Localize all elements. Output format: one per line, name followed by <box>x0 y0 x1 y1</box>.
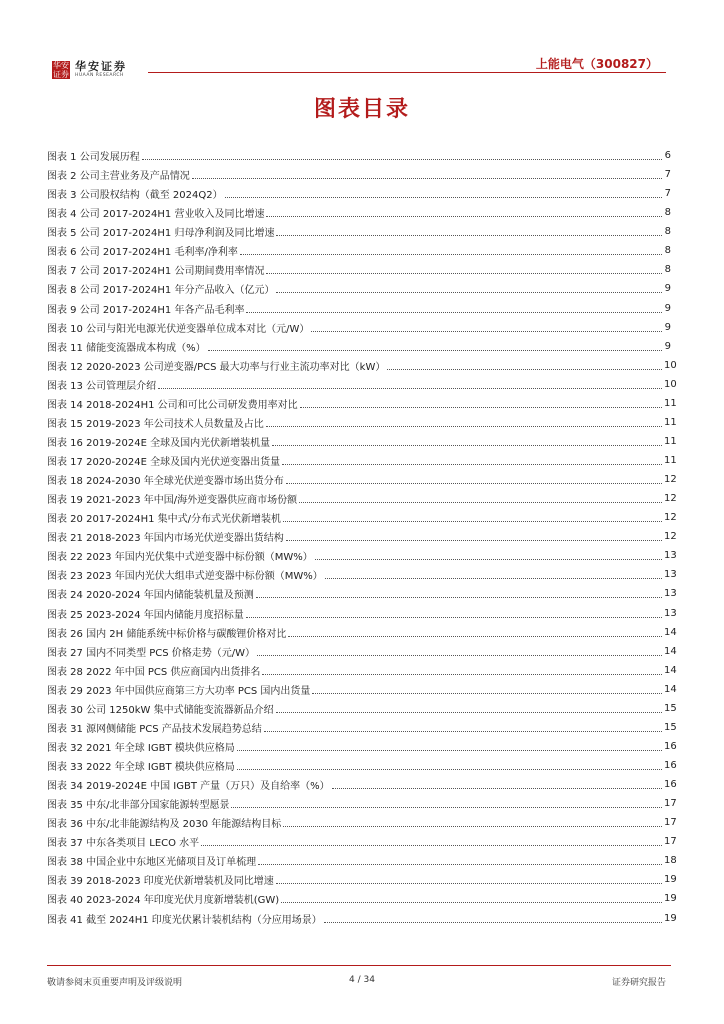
toc-entry-label[interactable]: 图表 9 公司 2017-2024H1 年各产品毛利率 <box>47 304 245 316</box>
toc-leader-dots <box>332 788 662 789</box>
toc-entry-label[interactable]: 图表 23 2023 年国内光伏大组串式逆变器中标份额（MW%） <box>47 571 323 583</box>
toc-leader-dots <box>276 712 662 713</box>
toc-entry-label[interactable]: 图表 10 公司与阳光电源光伏逆变器单位成本对比（元/W） <box>47 323 310 335</box>
toc-leader-dots <box>237 769 662 770</box>
toc-entry[interactable] <box>47 432 677 451</box>
toc-entry-page[interactable]: 11 <box>664 416 677 428</box>
toc-entry[interactable] <box>47 184 671 203</box>
footer-disclaimer: 敬请参阅末页重要声明及评级说明 <box>47 978 183 988</box>
toc-entry-label[interactable]: 图表 32 2021 年全球 IGBT 模块供应格局 <box>47 742 235 754</box>
logo-text <box>75 61 127 79</box>
toc-entry[interactable] <box>47 318 671 337</box>
toc-entry[interactable] <box>47 737 677 756</box>
toc-entry-label[interactable]: 图表 28 2022 年中国 PCS 供应商国内出货排名 <box>47 666 261 678</box>
toc-entry-page[interactable]: 15 <box>664 702 677 714</box>
toc-leader-dots <box>272 445 662 446</box>
toc-entry-page[interactable]: 8 <box>664 245 671 257</box>
toc-entry-label[interactable]: 图表 6 公司 2017-2024H1 毛利率/净利率 <box>47 247 238 259</box>
toc-entry-label[interactable]: 图表 8 公司 2017-2024H1 年分产品收入（亿元） <box>47 285 275 297</box>
toc-entry-page[interactable]: 9 <box>664 321 671 333</box>
toc-entry-label[interactable]: 图表 29 2023 年中国供应商第三方大功率 PCS 国内出货量 <box>47 685 311 697</box>
toc-entry-label[interactable]: 图表 16 2019-2024E 全球及国内光伏新增装机量 <box>47 437 271 449</box>
toc-entry-page[interactable]: 8 <box>664 207 671 219</box>
toc-entry-label[interactable]: 图表 11 储能变流器成本构成（%） <box>47 342 206 354</box>
toc-entry-label[interactable]: 图表 4 公司 2017-2024H1 营业收入及同比增速 <box>47 209 265 221</box>
toc-entry-page[interactable]: 13 <box>664 569 677 581</box>
toc-entry[interactable] <box>47 604 677 623</box>
toc-entry-page[interactable]: 12 <box>664 474 677 486</box>
toc-leader-dots <box>311 331 662 332</box>
toc-leader-dots <box>299 502 662 503</box>
toc-entry-label[interactable]: 图表 20 2017-2024H1 集中式/分布式光伏新增装机 <box>47 514 282 526</box>
toc-entry-page[interactable]: 17 <box>664 836 677 848</box>
toc-entry[interactable] <box>47 470 677 489</box>
toc-leader-dots <box>262 674 662 675</box>
toc-entry[interactable] <box>47 279 671 298</box>
toc-entry-page[interactable]: 9 <box>664 302 671 314</box>
toc-leader-dots <box>266 216 662 217</box>
toc-leader-dots <box>300 407 662 408</box>
toc-leader-dots <box>276 292 662 293</box>
toc-entry[interactable] <box>47 546 677 565</box>
toc-entry-label[interactable]: 图表 27 国内不同类型 PCS 价格走势（元/W） <box>47 647 256 659</box>
toc-entry-label[interactable]: 图表 7 公司 2017-2024H1 公司期间费用率情况 <box>47 266 265 278</box>
toc-leader-dots <box>276 883 662 884</box>
toc-leader-dots <box>281 902 662 903</box>
toc-entry[interactable] <box>47 889 677 908</box>
toc-entry-page[interactable]: 17 <box>664 798 677 810</box>
toc-leader-dots <box>240 254 662 255</box>
toc-entry-label[interactable]: 图表 3 公司股权结构（截至 2024Q2） <box>47 190 223 202</box>
toc-entry-page[interactable]: 7 <box>664 169 671 181</box>
toc-entry-label[interactable]: 图表 40 2023-2024 年印度光伏月度新增装机(GW) <box>47 895 280 907</box>
toc-leader-dots <box>231 807 662 808</box>
toc-entry-page[interactable]: 9 <box>664 340 671 352</box>
toc-leader-dots <box>288 636 662 637</box>
toc-entry-label[interactable]: 图表 19 2021-2023 年中国/海外逆变器供应商市场份额 <box>47 495 298 507</box>
toc-entry-page[interactable]: 13 <box>664 588 677 600</box>
toc-entry[interactable] <box>47 870 677 889</box>
toc-entry-page[interactable]: 14 <box>664 664 677 676</box>
toc-leader-dots <box>192 178 662 179</box>
toc-entry[interactable] <box>47 775 677 794</box>
toc-entry-label[interactable]: 图表 26 国内 2H 储能系统中标价格与碳酸锂价格对比 <box>47 628 287 640</box>
toc-entry[interactable] <box>47 222 671 241</box>
toc-leader-dots <box>315 559 662 560</box>
toc-entry-label[interactable]: 图表 34 2019-2024E 中国 IGBT 产量（万只）及自给率（%） <box>47 781 330 793</box>
toc-leader-dots <box>208 350 662 351</box>
toc-entry-label[interactable]: 图表 35 中东/北非部分国家能源转型愿景 <box>47 800 230 812</box>
toc-entry[interactable] <box>47 756 677 775</box>
toc-entry-label[interactable]: 图表 15 2019-2023 年公司技术人员数量及占比 <box>47 418 264 430</box>
toc-entry[interactable] <box>47 623 677 642</box>
toc-entry-page[interactable]: 19 <box>664 912 677 924</box>
toc-entry[interactable] <box>47 661 677 680</box>
footer-divider <box>47 965 671 966</box>
toc-leader-dots <box>283 521 662 522</box>
toc-entry[interactable] <box>47 356 677 375</box>
toc-entry[interactable] <box>47 565 677 584</box>
logo-en: HUAAN RESEARCH <box>75 73 124 78</box>
toc-entry[interactable] <box>47 584 677 603</box>
toc-entry-page[interactable]: 9 <box>664 283 671 295</box>
footer-report-type: 证券研究报告 <box>611 978 666 988</box>
toc-entry[interactable] <box>47 718 677 737</box>
toc-leader-dots <box>387 369 662 370</box>
toc-entry-page[interactable]: 13 <box>664 607 677 619</box>
company-logo <box>52 61 127 79</box>
toc-entry[interactable] <box>47 794 677 813</box>
toc-entry-page[interactable]: 11 <box>664 455 677 467</box>
toc-leader-dots <box>158 388 662 389</box>
logo-cn: 华安证券 <box>75 60 127 73</box>
toc-entry[interactable] <box>47 451 677 470</box>
toc-entry-label[interactable]: 图表 38 中国企业中东地区光储项目及订单梳理 <box>47 857 257 869</box>
toc-entry-page[interactable]: 10 <box>664 359 677 371</box>
toc-leader-dots <box>246 617 662 618</box>
toc-entry-page[interactable]: 12 <box>664 512 677 524</box>
toc-entry[interactable] <box>47 489 677 508</box>
toc-entry-label[interactable]: 图表 41 截至 2024H1 印度光伏累计装机结构（分应用场景） <box>47 914 322 926</box>
toc-entry-page[interactable]: 11 <box>664 435 677 447</box>
toc-leader-dots <box>266 426 662 427</box>
toc-entry-label[interactable]: 图表 24 2020-2024 年国内储能装机量及预测 <box>47 590 254 602</box>
toc-entry-page[interactable]: 12 <box>664 493 677 505</box>
toc-entry[interactable] <box>47 260 671 279</box>
toc-leader-dots <box>325 578 662 579</box>
toc-entry-label[interactable]: 图表 21 2018-2023 年国内市场光伏逆变器出货结构 <box>47 533 284 545</box>
toc-entry-label[interactable]: 图表 39 2018-2023 印度光伏新增装机及同比增速 <box>47 876 274 888</box>
toc-entry-label[interactable]: 图表 18 2024-2030 年全球光伏逆变器市场出货分布 <box>47 476 284 488</box>
toc-leader-dots <box>283 826 662 827</box>
toc-entry-label[interactable]: 图表 22 2023 年国内光伏集中式逆变器中标份额（MW%） <box>47 552 313 564</box>
toc-entry-label[interactable]: 图表 36 中东/北非能源结构及 2030 年能源结构目标 <box>47 819 282 831</box>
page-header <box>0 0 724 80</box>
footer-page-number: 4 / 34 <box>349 975 375 985</box>
toc-entry-page[interactable]: 14 <box>664 645 677 657</box>
toc-entry-page[interactable]: 13 <box>664 550 677 562</box>
toc-entry-page[interactable]: 18 <box>664 855 677 867</box>
toc-entry-page[interactable]: 10 <box>664 378 677 390</box>
toc-entry[interactable] <box>47 642 677 661</box>
toc-entry-label[interactable]: 图表 30 公司 1250kW 集中式储能变流器新品介绍 <box>47 704 274 716</box>
logo-seal-icon: 华安 证券 <box>53 61 69 79</box>
toc-entry-page[interactable]: 17 <box>664 817 677 829</box>
toc-entry[interactable] <box>47 146 671 165</box>
toc-leader-dots <box>276 235 662 236</box>
toc-entry-page[interactable]: 8 <box>664 264 671 276</box>
toc-entry[interactable] <box>47 699 677 718</box>
toc-leader-dots <box>266 273 662 274</box>
toc-entry[interactable] <box>47 508 677 527</box>
toc-entry-label[interactable]: 图表 13 公司管理层介绍 <box>47 380 157 392</box>
toc-entry[interactable] <box>47 165 671 184</box>
toc-leader-dots <box>256 597 662 598</box>
toc-leader-dots <box>264 731 662 732</box>
toc-entry-label[interactable]: 图表 2 公司主营业务及产品情况 <box>47 171 190 183</box>
toc-leader-dots <box>237 750 662 751</box>
toc-entry-page[interactable]: 16 <box>664 760 677 772</box>
toc-entry[interactable] <box>47 337 671 356</box>
toc-entry[interactable] <box>47 413 677 432</box>
toc-leader-dots <box>246 312 662 313</box>
toc-entry-label[interactable]: 图表 17 2020-2024E 全球及国内光伏逆变器出货量 <box>47 457 281 469</box>
toc-entry-label[interactable]: 图表 37 中东各类项目 LECO 水平 <box>47 838 200 850</box>
toc-leader-dots <box>142 159 662 160</box>
toc-entry[interactable] <box>47 527 677 546</box>
header-divider <box>148 72 666 73</box>
page-title: 图表目录 <box>313 96 410 122</box>
toc-entry-page[interactable]: 7 <box>664 188 671 200</box>
toc-leader-dots <box>324 922 662 923</box>
toc-leader-dots <box>258 864 662 865</box>
figure-toc-list <box>47 146 677 928</box>
toc-entry[interactable] <box>47 832 677 851</box>
toc-entry-page[interactable]: 6 <box>664 150 671 162</box>
toc-entry[interactable] <box>47 813 677 832</box>
toc-entry[interactable] <box>47 375 677 394</box>
toc-entry-page[interactable]: 8 <box>664 226 671 238</box>
toc-entry-page[interactable]: 19 <box>664 893 677 905</box>
toc-entry-label[interactable]: 图表 14 2018-2024H1 公司和可比公司研发费用率对比 <box>47 399 298 411</box>
toc-entry[interactable] <box>47 909 677 928</box>
company-stock-title: 上能电气（300827） <box>535 57 658 71</box>
toc-entry-page[interactable]: 19 <box>664 874 677 886</box>
toc-leader-dots <box>201 845 662 846</box>
toc-entry-page[interactable]: 16 <box>664 779 677 791</box>
toc-leader-dots <box>286 540 662 541</box>
toc-entry-page[interactable]: 12 <box>664 531 677 543</box>
toc-entry-label[interactable]: 图表 31 源网侧储能 PCS 产品技术发展趋势总结 <box>47 723 262 735</box>
toc-entry[interactable] <box>47 203 671 222</box>
toc-entry-page[interactable]: 15 <box>664 721 677 733</box>
toc-entry[interactable] <box>47 680 677 699</box>
toc-entry[interactable] <box>47 299 671 318</box>
toc-entry-label[interactable]: 图表 5 公司 2017-2024H1 归母净利润及同比增速 <box>47 228 275 240</box>
toc-leader-dots <box>286 483 662 484</box>
toc-entry[interactable] <box>47 241 671 260</box>
toc-leader-dots <box>282 464 662 465</box>
toc-entry[interactable] <box>47 394 677 413</box>
toc-leader-dots <box>312 693 662 694</box>
toc-leader-dots <box>257 655 662 656</box>
toc-entry-page[interactable]: 14 <box>664 683 677 695</box>
toc-entry-label[interactable]: 图表 33 2022 年全球 IGBT 模块供应格局 <box>47 762 235 774</box>
toc-entry-label[interactable]: 图表 25 2023-2024 年国内储能月度招标量 <box>47 609 244 621</box>
toc-leader-dots <box>225 197 662 198</box>
toc-entry-page[interactable]: 14 <box>664 626 677 638</box>
toc-entry-page[interactable]: 16 <box>664 740 677 752</box>
toc-entry[interactable] <box>47 851 677 870</box>
toc-entry-page[interactable]: 11 <box>664 397 677 409</box>
toc-entry-label[interactable]: 图表 1 公司发展历程 <box>47 152 140 164</box>
toc-entry-label[interactable]: 图表 12 2020-2023 公司逆变器/PCS 最大功率与行业主流功率对比（kW） <box>47 361 386 373</box>
